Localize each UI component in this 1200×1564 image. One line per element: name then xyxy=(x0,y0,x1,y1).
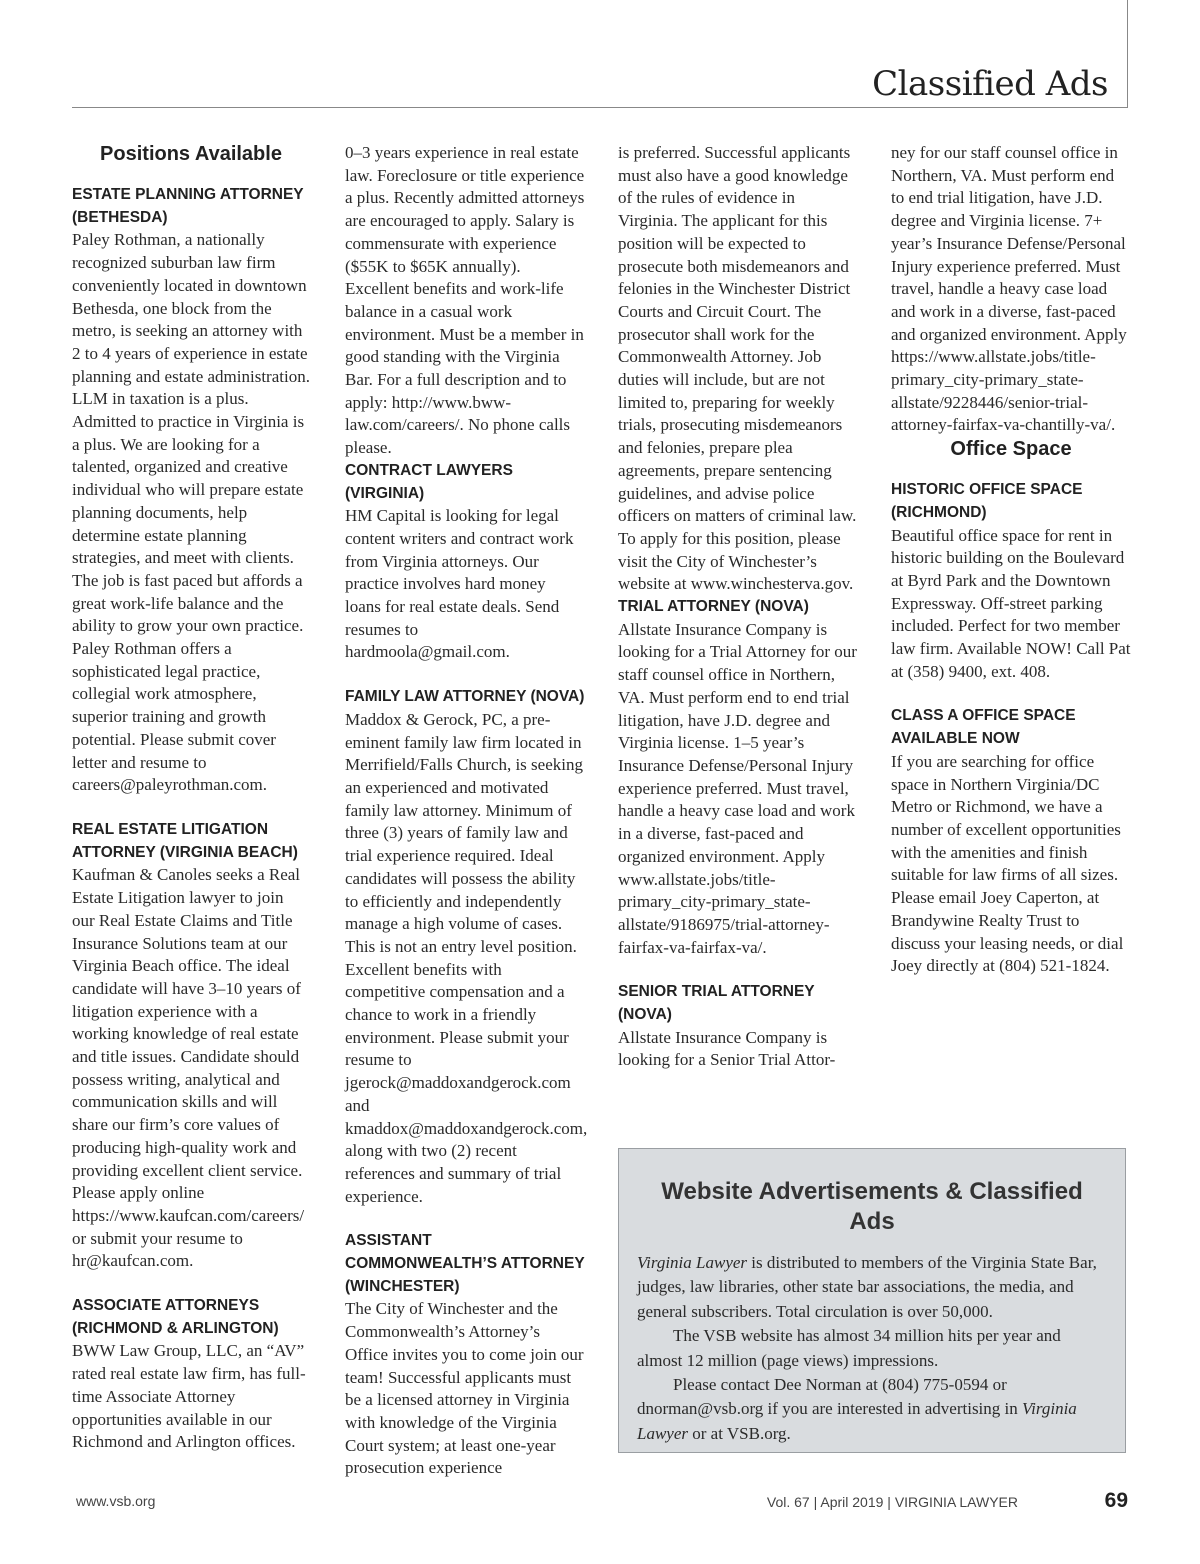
ad-body: Kaufman & Canoles seeks a Real Estate Litigation lawyer to join our Real Estate Claims and Title Insurance Solutions team at our Virginia Beach office. The ideal candidate will have 3–10 years of litigation experience with a working knowledge of real estate and title issues. Candidate should possess writing, analytical and communication skills and will share our firm’s core values of producing high-quality work and providing excellent client service. Please apply online https://www.kaufcan.com/careers/ or submit your resume to hr@kaufcan.com. xyxy=(72,865,305,1271)
ad-continuation: is preferred. Successful applicants must also have a good knowledge of the rules of evidence in Virginia. The applicant for this position will be expected to prosecute both misdemeanors and felonies in the Winchester District Courts and Circuit Court. The prosecutor shall work for the Commonwealth Attorney. Job duties will include, but are not limited to, preparing for weekly trials, prosecuting misdemeanors and felonies, prepare plea agreements, prepare sentencing guidelines, and advise police officers on matters of criminal law. To apply for this position, please visit the City of Winchester’s website at www.winchesterva.gov. xyxy=(618,143,857,594)
website-ads-box xyxy=(618,1148,1126,1453)
ad-title: ASSISTANT COMMONWEALTH’S ATTORNEY (WINCHESTER) xyxy=(345,1232,585,1295)
ad-body: BWW Law Group, LLC, an “AV” rated real estate law firm, has full-time Associate Attorney opportunities available in our Richmond and Arlington offices. xyxy=(72,1341,306,1452)
ad-continuation: 0–3 years experience in real estate law. Foreclosure or title experience a plus. Recently admitted attorneys are encouraged to apply. Salary is commensurate with experience ($55K to $65K annually). Excellent benefits and work-life balance in a casual work environment. Must be a member in good standing with the Virginia Bar. For a full description and to apply: http://www.bww-law.com/careers/. No phone calls please. xyxy=(345,143,585,458)
ad-body: Beautiful office space for rent in historic building on the Boulevard at Byrd Park and the Downtown Expressway. Off-street parking included. Perfect for two member law firm. Available NOW! Call Pat at (358) 9400, ext. 408. xyxy=(891,525,1131,681)
magazine-name: Virginia Lawyer xyxy=(637,1253,748,1272)
ad-continuation: ney for our staff counsel office in Northern, VA. Must perform end to end trial litigation, have J.D. degree and Virginia license. 7+ year’s Insurance Defense/Personal Injury experience preferred. Must travel, handle a heavy case load and work in a diverse, fast-paced and organized environment. Apply https://www.allstate.jobs/title-primary_city-primary_state-allstate/9228446/senior-trial-attorney-fairfax-va-chantilly-va/. xyxy=(891,143,1127,435)
ad-estate-planning-attorney xyxy=(72,184,310,797)
ad-class-a-office-space xyxy=(891,705,1131,977)
website-ads-paragraph-1 xyxy=(637,1251,1107,1324)
text: Please contact Dee Norman at (804) 775-0594 or dnorman@vsb.org if you are interested in advertising in xyxy=(637,1375,1023,1419)
ad-title: FAMILY LAW ATTORNEY (NOVA) xyxy=(345,688,585,706)
ad-assistant-commonwealths-attorney xyxy=(345,1230,585,1480)
column-4 xyxy=(891,142,1131,1000)
website-ads-paragraph-2: The VSB website has almost 34 million hits per year and almost 12 million (page views) impressions. xyxy=(637,1326,1061,1370)
ad-family-law-attorney xyxy=(345,686,588,1208)
column-3 xyxy=(618,142,858,1094)
ad-body: The City of Winchester and the Commonwealth’s Attorney’s Office invites you to come join our team! Successful applicants must be a licensed attorney in Virginia with knowledge of the Virginia Court system; at least one-year prosecution experience xyxy=(345,1299,584,1478)
ad-title: CONTRACT LAWYERS (VIRGINIA) xyxy=(345,461,513,502)
column-2 xyxy=(345,142,588,1502)
ad-senior-trial-attorney xyxy=(618,981,858,1072)
ad-title: HISTORIC OFFICE SPACE (RICHMOND) xyxy=(891,481,1083,521)
header-rule-horizontal xyxy=(72,107,1128,108)
ad-body: Paley Rothman, a nationally recognized suburban law firm conveniently located in downtown Bethesda, one block from the metro, is seeking an attorney with 2 to 4 years of experience in estate planning and estate administration. LLM in taxation is a plus. Admitted to practice in Virginia is a plus. We are looking for a talented, organized and creative individual who will prepare estate planning documents, help determine estate planning strategies, and meet with clients. The job is fast paced but affords a great work-life balance and the ability to grow your own practice. Paley Rothman offers a sophisticated legal practice, collegial work atmosphere, superior training and growth potential. Please submit cover letter and resume to careers@paleyrothman.com. xyxy=(72,230,310,795)
ad-title: CLASS A OFFICE SPACE AVAILABLE NOW xyxy=(891,707,1076,748)
ad-trial-attorney xyxy=(618,596,858,959)
category-heading-office-space: Office Space xyxy=(950,438,1072,461)
ad-real-estate-litigation-attorney xyxy=(72,819,310,1273)
ad-body: Allstate Insurance Company is looking for a Senior Trial Attor- xyxy=(618,1027,836,1070)
ad-body: If you are searching for office space in Northern Virginia/DC Metro or Richmond, we have a number of excellent opportunities with the amenities and finish suitable for law firms of all sizes. Please email Joey Caperton, at Brandywine Realty Trust to discuss your leasing needs, or dial Joey directly at (804) 521-1824. xyxy=(891,751,1124,976)
ad-body: HM Capital is looking for legal content writers and contract work from Virginia attorneys. Our practice involves hard money loans for real estate deals. Send resumes to hardmoola@gmail.com. xyxy=(345,506,574,662)
column-1 xyxy=(72,142,310,1476)
text: is distributed to members of the Virginia State Bar, judges, law libraries, other state bar associations, the media, and general subscribers. Total circulation is over 50,000. xyxy=(637,1253,1097,1321)
ad-title: REAL ESTATE LITIGATION ATTORNEY (VIRGINIA BEACH) xyxy=(72,820,298,861)
ad-title: TRIAL ATTORNEY (NOVA) xyxy=(618,598,809,616)
ad-contract-lawyers xyxy=(345,460,585,664)
ad-body: Maddox & Gerock, PC, a pre-eminent family law firm located in Merrifield/Falls Church, is seeking an experienced and motivated family law attorney. Minimum of three (3) years of family law and trial experience required. Ideal candidates will possess the ability to efficiently and independently manage a high volume of cases. This is not an entry level position. Excellent benefits with competitive compensation and a chance to work in a friendly environment. Please submit your resume to jgerock@maddoxandgerock.com and kmaddox@maddoxandgerock.com, along with two (2) recent references and summary of trial experience. xyxy=(345,709,588,1206)
ad-historic-office-space xyxy=(891,479,1131,683)
page-number: 69 xyxy=(1104,1489,1128,1512)
ad-body: Allstate Insurance Company is looking for a Trial Attorney for our staff counsel office in Northern, VA. Must perform end to end trial litigation, have J.D. degree and Virginia license. 1–5 year’s Insurance Defense/Personal Injury experience preferred. Must travel, handle a heavy case load and work in a diverse, fast-paced and organized environment. Apply www.allstate.jobs/title-primary_city-primary_state-allstate/9186975/trial-attorney-fairfax-va-fairfax-va/. xyxy=(618,619,857,957)
header-rule-vertical xyxy=(1127,0,1128,108)
ad-associate-attorneys xyxy=(72,1295,310,1454)
website-ads-title: Website Advertisements & Classified Ads xyxy=(661,1178,1083,1235)
website-ads-paragraph-3 xyxy=(637,1373,1107,1446)
text: or at VSB.org. xyxy=(688,1423,791,1443)
footer-url[interactable]: www.vsb.org xyxy=(76,1493,156,1509)
ad-title: ASSOCIATE ATTORNEYS (RICHMOND & ARLINGTON) xyxy=(72,1297,279,1337)
category-heading-positions: Positions Available xyxy=(100,143,282,165)
ad-title: ESTATE PLANNING ATTORNEY (BETHESDA) xyxy=(72,186,304,226)
section-title: Classified Ads xyxy=(872,64,1108,104)
ad-title: SENIOR TRIAL ATTORNEY (NOVA) xyxy=(618,983,815,1024)
footer-issue-info: Vol. 67 | April 2019 | VIRGINIA LAWYER xyxy=(766,1494,1018,1510)
magazine-name: Virginia Lawyer xyxy=(637,1399,1077,1443)
